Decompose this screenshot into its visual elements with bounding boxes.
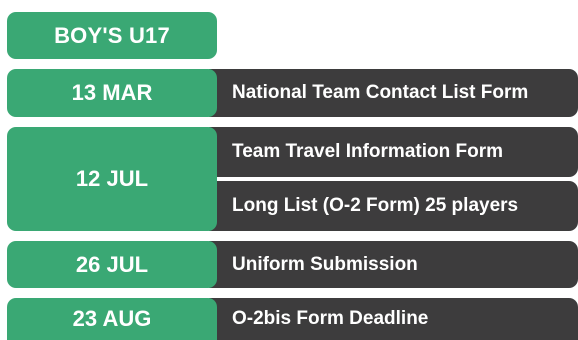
form-item — [209, 181, 578, 231]
date-label: 12 JUL — [75, 166, 149, 191]
form-item — [209, 241, 578, 288]
schedule-row — [7, 298, 578, 340]
form-item — [209, 298, 578, 340]
category-label: BOY'S U17 — [54, 22, 170, 48]
form-item-label: Team Travel Information Form — [232, 141, 503, 162]
form-list — [209, 241, 578, 288]
schedule-row — [7, 127, 578, 231]
date-cell — [7, 241, 217, 288]
date-cell — [7, 127, 217, 231]
category-header — [7, 12, 217, 59]
form-item-label: O-2bis Form Deadline — [232, 308, 429, 329]
form-item — [209, 127, 578, 177]
form-list — [209, 127, 578, 231]
date-cell — [7, 69, 217, 117]
form-list — [209, 298, 578, 340]
date-label: 26 JUL — [75, 251, 149, 277]
form-item-label: Uniform Submission — [232, 253, 418, 275]
form-item-label: Long List (O-2 Form) 25 players — [232, 195, 519, 216]
schedule-row — [7, 69, 578, 117]
date-label: 23 AUG — [72, 306, 152, 331]
date-cell — [7, 298, 217, 340]
form-item — [209, 69, 578, 117]
form-item-label: National Team Contact List Form — [232, 82, 529, 103]
schedule-row — [7, 241, 578, 288]
date-label: 13 MAR — [71, 80, 153, 105]
form-list — [209, 69, 578, 117]
